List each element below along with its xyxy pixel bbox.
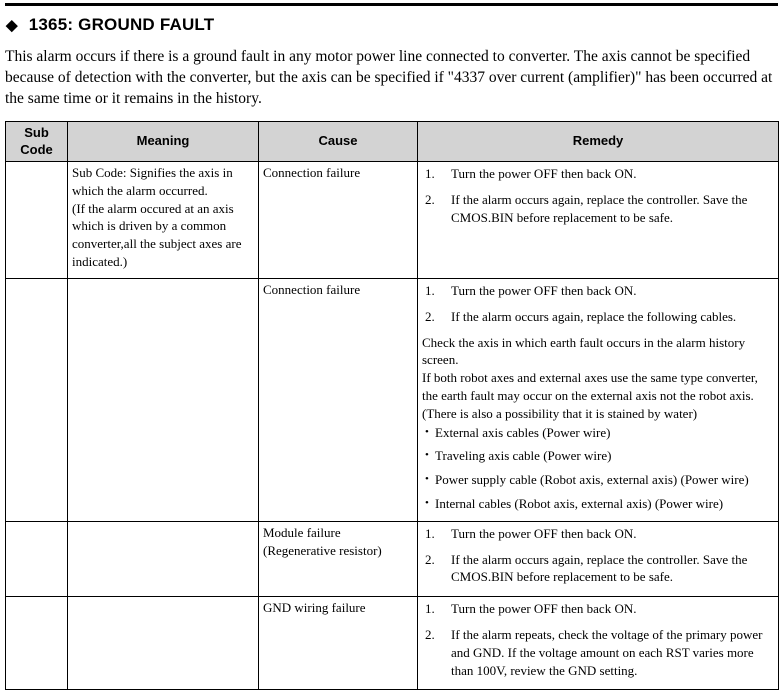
numbered-item	[422, 165, 774, 183]
section-divider-rule	[5, 3, 778, 6]
bullet-item	[422, 495, 774, 513]
numbered-item-text: If the alarm occurs again, replace the following cables.	[451, 308, 737, 324]
bullet-item-text: Traveling axis cable (Power wire)	[435, 448, 612, 464]
meaning-text: (If the alarm occured at an axis which is driven by a common converter,all the subject axes are indicated.)	[72, 200, 242, 269]
section-title-row	[6, 15, 780, 35]
remedy-cell	[418, 279, 779, 522]
remedy-cell	[418, 521, 779, 596]
bullet-icon: •	[425, 473, 429, 486]
column-header-remedy: Remedy	[418, 122, 779, 162]
meaning-cell	[68, 521, 259, 596]
numbered-item	[422, 600, 774, 618]
table-row	[6, 162, 779, 279]
numbered-item	[422, 525, 774, 543]
cause-text: Connection failure	[263, 165, 361, 180]
cause-cell	[259, 521, 418, 596]
numbered-item-text: Turn the power OFF then back ON.	[451, 166, 637, 181]
numbered-item-text: If the alarm repeats, check the voltage of the primary power and GND. If the voltage amount on each RST varies more than 100V, review the GND setting.	[451, 626, 763, 678]
cause-cell	[259, 162, 418, 279]
cause-cell	[259, 597, 418, 690]
cause-text: Connection failure	[263, 282, 361, 297]
sub-code-cell	[6, 597, 68, 690]
remedy-cell	[418, 597, 779, 690]
list-number: 1.	[425, 525, 435, 541]
intro-paragraph: This alarm occurs if there is a ground fault in any motor power line connected to converter. The axis cannot be specified because of detection with the converter, but the axis can be specified if "4337 over current (amplifier)" has been occurred at the same time or it remains in the history.	[5, 48, 773, 107]
bullet-item	[422, 447, 774, 465]
meaning-cell	[68, 597, 259, 690]
bullet-icon: •	[425, 496, 429, 509]
alarm-table	[5, 121, 779, 690]
bullet-item	[422, 424, 774, 442]
list-number: 1.	[425, 166, 435, 181]
numbered-item-text: Turn the power OFF then back ON.	[451, 601, 637, 617]
alarm-table-header	[6, 122, 779, 162]
numbered-item	[422, 282, 774, 300]
list-number: 2.	[425, 308, 435, 324]
bullet-icon: •	[425, 449, 429, 462]
sub-code-cell	[6, 521, 68, 596]
table-row	[6, 279, 779, 522]
numbered-item-text: Turn the power OFF then back ON.	[451, 283, 637, 298]
cause-text: GND wiring failure	[263, 600, 366, 616]
table-row	[6, 521, 779, 596]
bullet-item	[422, 471, 774, 489]
header-row	[6, 122, 779, 162]
numbered-item	[422, 551, 774, 587]
cause-text: Module failure	[263, 524, 341, 540]
bullet-item-text: External axis cables (Power wire)	[435, 424, 611, 440]
table-row	[6, 597, 779, 690]
list-number: 2.	[425, 551, 435, 567]
meaning-cell	[68, 162, 259, 279]
list-number: 1.	[425, 601, 435, 617]
bullet-item-text: Internal cables (Robot axis, external axis) (Power wire)	[435, 495, 724, 511]
document-page	[0, 3, 784, 690]
list-number: 2.	[425, 191, 435, 207]
meaning-cell	[68, 279, 259, 522]
column-header-cause: Cause	[259, 122, 418, 162]
numbered-item	[422, 626, 774, 679]
cause-text: (Regenerative resistor)	[263, 542, 382, 558]
bullet-item-text: Power supply cable (Robot axis, external axis) (Power wire)	[435, 472, 749, 488]
numbered-item-text: If the alarm occurs again, replace the controller. Save the CMOS.BIN before replacement to be safe.	[451, 551, 748, 585]
sub-code-cell	[6, 279, 68, 522]
list-number: 1.	[425, 283, 435, 298]
sub-code-cell	[6, 162, 68, 279]
column-header-sub-code: Sub Code	[6, 122, 68, 162]
numbered-item	[422, 308, 774, 326]
page-title: 1365: GROUND FAULT	[28, 15, 215, 34]
diamond-bullet-icon: ◆	[6, 16, 18, 34]
cause-cell	[259, 279, 418, 522]
column-header-meaning: Meaning	[68, 122, 259, 162]
alarm-table-body	[6, 162, 779, 690]
numbered-item-text: Turn the power OFF then back ON.	[451, 525, 637, 541]
meaning-text: Sub Code: Signifies the axis in which the alarm occurred.	[72, 165, 233, 198]
bullet-icon: •	[425, 425, 429, 438]
list-number: 2.	[425, 626, 435, 642]
numbered-item	[422, 191, 774, 227]
numbered-item-text: If the alarm occurs again, replace the controller. Save the CMOS.BIN before replacement to be safe.	[451, 191, 748, 225]
remedy-paragraph: Check the axis in which earth fault occurs in the alarm history screen.	[422, 334, 746, 368]
remedy-cell	[418, 162, 779, 279]
remedy-paragraph: If both robot axes and external axes use the same type converter, the earth fault may occur on the external axis not the robot axis. (There is also a possibility that it is stained by water)	[422, 370, 758, 421]
